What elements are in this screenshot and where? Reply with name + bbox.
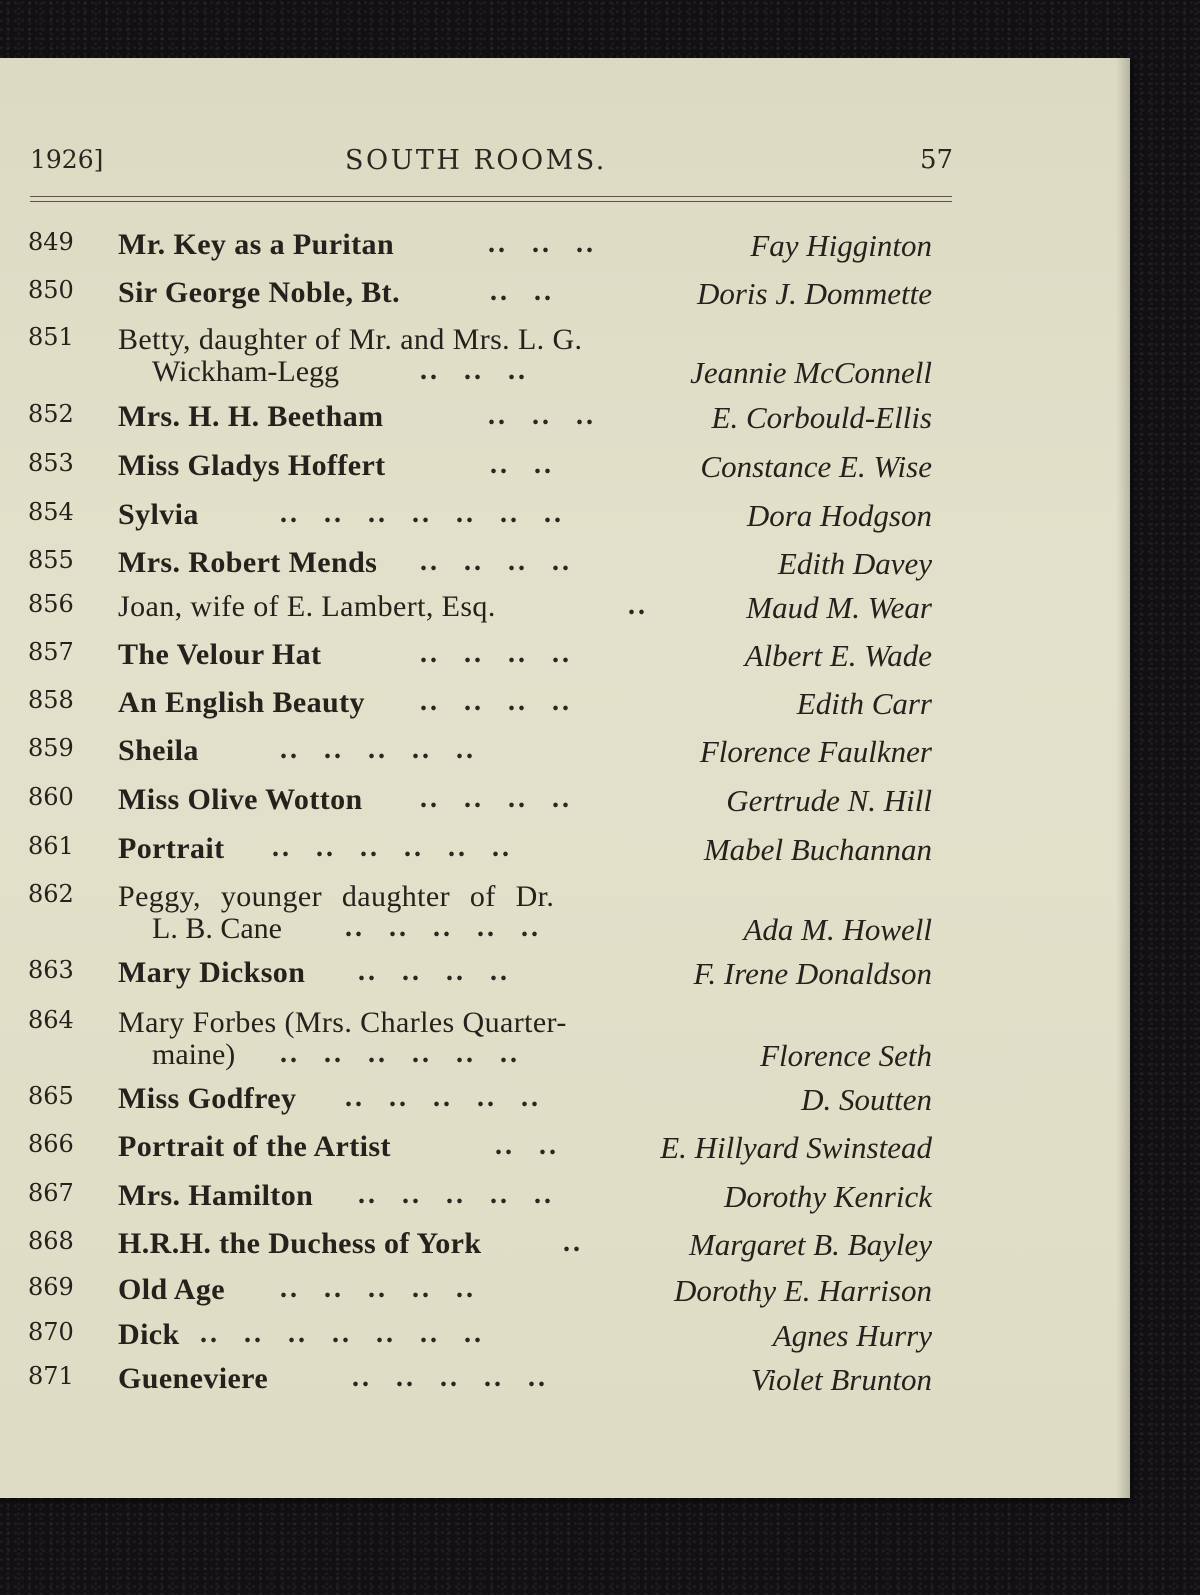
header-year: 1926] — [30, 145, 104, 174]
entry-artist: Mabel Buchannan — [703, 832, 932, 867]
entry-number: 868 — [28, 1227, 74, 1255]
entry-title: Sheila — [118, 734, 199, 767]
entry-title: Betty, daughter of Mr. and Mrs. L. G. — [118, 323, 583, 356]
leader-dots: .. .. .. .. — [420, 546, 572, 577]
entry-artist: Florence Faulkner — [699, 734, 932, 769]
entry-number: 863 — [28, 956, 74, 984]
entry-artist: Doris J. Dommette — [696, 276, 932, 311]
entry-title: Mrs. Hamilton — [118, 1179, 314, 1212]
entry-title: Gueneviere — [118, 1362, 269, 1395]
entry-artist: Agnes Hurry — [772, 1318, 932, 1353]
entry-artist: Edith Davey — [777, 546, 932, 581]
entry-number: 853 — [28, 449, 74, 477]
leader-dots: .. .. — [495, 1130, 559, 1161]
leader-dots: .. .. .. .. .. — [280, 734, 476, 765]
entry-title-continued: L. B. Cane — [152, 912, 282, 945]
entry-title: The Velour Hat — [118, 638, 322, 671]
entry-title: Mr. Key as a Puritan — [118, 228, 395, 261]
entry-artist: E. Corbould-Ellis — [711, 400, 932, 435]
leader-dots: .. .. .. .. .. — [358, 1179, 554, 1210]
entry-number: 864 — [28, 1006, 74, 1034]
entry-title: Miss Godfrey — [118, 1082, 297, 1115]
entry-title: Miss Olive Wotton — [118, 783, 363, 816]
entry-number: 857 — [28, 638, 74, 666]
entry-number: 867 — [28, 1179, 74, 1207]
leader-dots: .. .. .. .. .. .. — [280, 1038, 520, 1069]
leader-dots: .. .. .. .. .. — [345, 912, 541, 943]
entry-artist: Dora Hodgson — [746, 498, 932, 533]
entry-number: 862 — [28, 880, 74, 908]
entry-artist: Albert E. Wade — [744, 638, 932, 673]
leader-dots: .. .. — [490, 449, 554, 480]
leader-dots: .. .. .. .. — [420, 638, 572, 669]
entry-title: Mrs. H. H. Beetham — [118, 400, 384, 433]
leader-dots: .. — [563, 1227, 583, 1258]
entry-artist: Gertrude N. Hill — [726, 783, 932, 818]
leader-dots: .. .. .. .. .. .. .. — [200, 1318, 484, 1349]
entry-artist: D. Soutten — [801, 1082, 932, 1117]
leader-dots: .. .. .. .. — [358, 956, 510, 987]
leader-dots: .. .. .. .. .. .. — [272, 832, 512, 863]
entry-artist: F. Irene Donaldson — [693, 956, 932, 991]
entry-number: 859 — [28, 734, 74, 762]
entry-title: Sir George Noble, Bt. — [118, 276, 400, 309]
header-rule-bottom — [30, 201, 952, 202]
header-title: SOUTH ROOMS. — [345, 145, 607, 176]
entry-title: Mary Forbes (Mrs. Charles Quarter- — [118, 1006, 567, 1039]
entry-title: H.R.H. the Duchess of York — [118, 1227, 482, 1260]
leader-dots: .. .. .. .. .. — [345, 1082, 541, 1113]
entry-artist: Dorothy E. Harrison — [673, 1273, 932, 1308]
entry-title-continued: Wickham-Legg — [152, 355, 340, 388]
leader-dots: .. .. .. .. — [420, 783, 572, 814]
entry-number: 851 — [28, 323, 74, 351]
entry-title: An English Beauty — [118, 686, 365, 719]
entry-title: Peggy, younger daughter of Dr. — [118, 880, 555, 913]
entry-number: 871 — [28, 1362, 74, 1390]
entry-title: Sylvia — [118, 498, 199, 531]
leader-dots: .. .. .. .. — [420, 686, 572, 717]
entry-title: Mrs. Robert Mends — [118, 546, 378, 579]
header-page-number: 57 — [920, 145, 954, 175]
leader-dots: .. .. .. — [488, 228, 596, 259]
entry-title-continued: maine) — [152, 1038, 236, 1071]
entry-artist: Jeannie McConnell — [690, 355, 932, 390]
entry-artist: Violet Brunton — [750, 1362, 932, 1397]
entry-title: Dick — [118, 1318, 180, 1351]
entry-title: Portrait — [118, 832, 225, 865]
entry-number: 852 — [28, 400, 74, 428]
entry-number: 854 — [28, 498, 74, 526]
entry-number: 856 — [28, 590, 74, 618]
entry-number: 858 — [28, 686, 74, 714]
entry-title: Old Age — [118, 1273, 225, 1306]
leader-dots: .. .. .. .. .. — [352, 1362, 548, 1393]
entry-number: 849 — [28, 228, 74, 256]
leader-dots: .. — [628, 590, 648, 621]
entry-artist: Dorothy Kenrick — [723, 1179, 932, 1214]
entry-number: 860 — [28, 783, 74, 811]
entry-artist: Ada M. Howell — [743, 912, 932, 947]
entry-title: Miss Gladys Hoffert — [118, 449, 386, 482]
leader-dots: .. .. .. .. .. .. .. — [280, 498, 564, 529]
entry-title: Joan, wife of E. Lambert, Esq. — [118, 590, 496, 623]
entry-number: 865 — [28, 1082, 74, 1110]
header-rule-top — [30, 196, 952, 197]
entry-number: 866 — [28, 1130, 74, 1158]
entry-title: Mary Dickson — [118, 956, 306, 989]
leader-dots: .. .. .. — [420, 355, 528, 386]
leader-dots: .. .. .. — [488, 400, 596, 431]
entry-artist: Constance E. Wise — [700, 449, 932, 484]
entry-number: 870 — [28, 1318, 74, 1346]
entry-artist: E. Hillyard Swinstead — [660, 1130, 932, 1165]
entry-artist: Margaret B. Bayley — [688, 1227, 932, 1262]
entry-artist: Edith Carr — [796, 686, 932, 721]
entry-artist: Fay Higginton — [750, 228, 932, 263]
entry-title: Portrait of the Artist — [118, 1130, 391, 1163]
leader-dots: .. .. .. .. .. — [280, 1273, 476, 1304]
entry-artist: Florence Seth — [760, 1038, 932, 1073]
entry-number: 855 — [28, 546, 74, 574]
entry-number: 869 — [28, 1273, 74, 1301]
entry-artist: Maud M. Wear — [746, 590, 932, 625]
entry-number: 850 — [28, 276, 74, 304]
entry-number: 861 — [28, 832, 74, 860]
leader-dots: .. .. — [490, 276, 554, 307]
